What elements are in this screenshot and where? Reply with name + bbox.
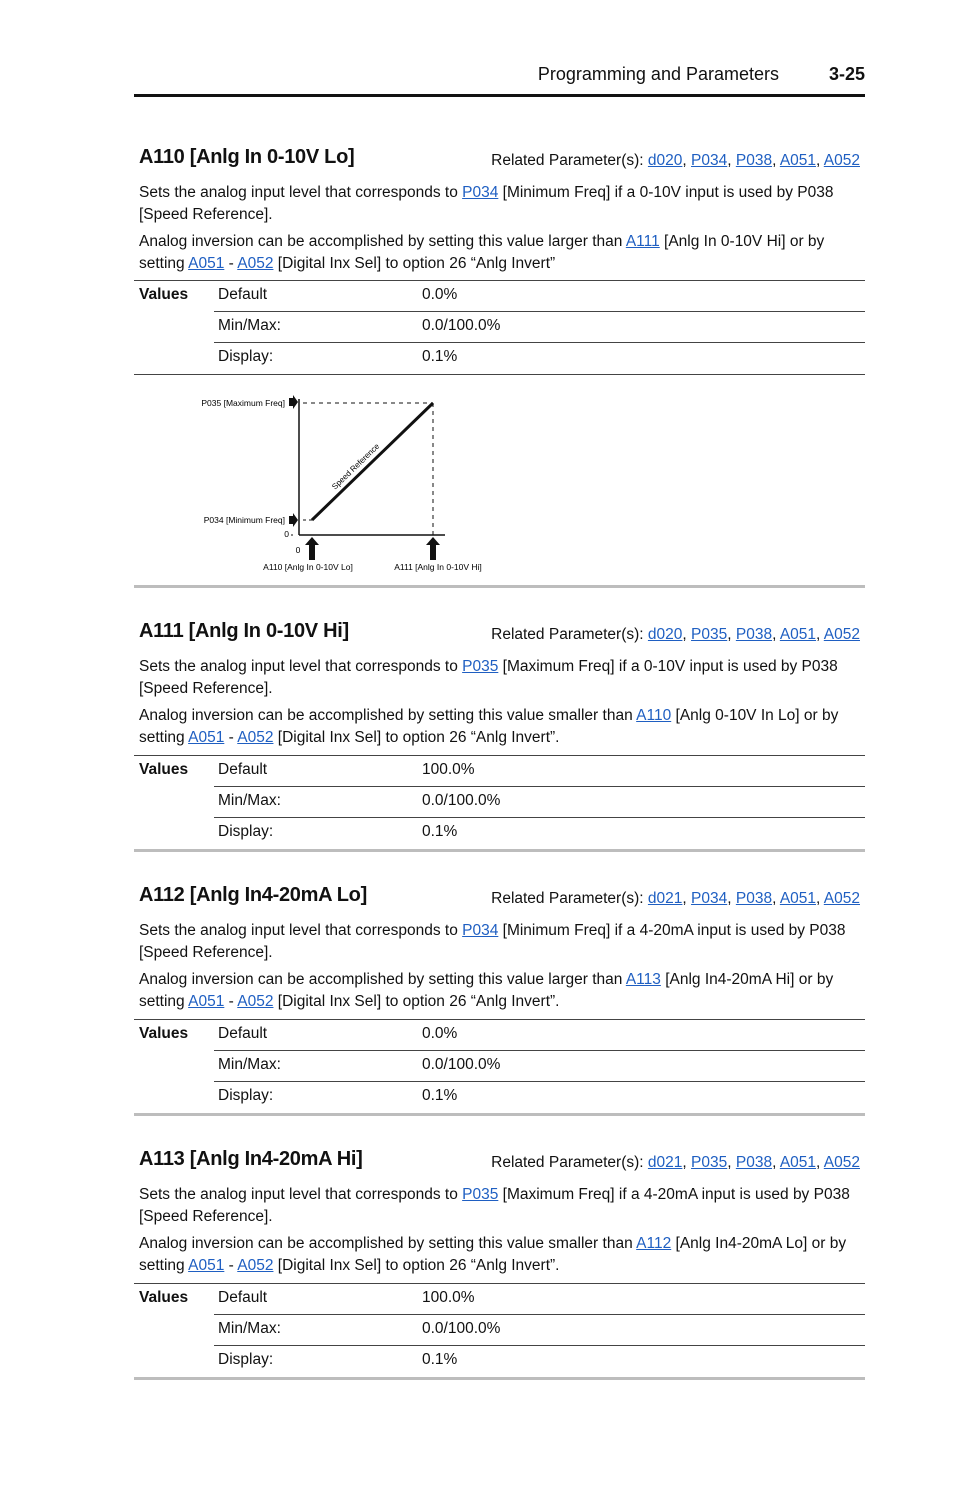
inline-link[interactable]: P034	[462, 922, 499, 939]
related-link[interactable]: d020	[647, 626, 683, 643]
inline-link[interactable]: P035	[462, 1186, 499, 1203]
section-divider	[134, 585, 865, 588]
related-link[interactable]: A052	[823, 626, 860, 643]
section-title: A113 [Anlg In4-20mA Hi]	[139, 1148, 363, 1170]
inversion-paragraph: Analog inversion can be accomplished by setting this value smaller than A110 [Anlg 0-10V In Lo] or by setting A051 - A052 [Digital Inx Sel] to option 26 “Anlg Invert”.	[139, 707, 839, 746]
inline-link[interactable]: A052	[237, 729, 274, 746]
related-link[interactable]: P038	[735, 626, 773, 643]
inline-link[interactable]: A051	[188, 993, 225, 1010]
values-row-display: Display: 0.1%	[218, 1351, 458, 1368]
inversion-paragraph: Analog inversion can be accomplished by setting this value larger than A111 [Anlg In 0-10V Hi] or by setting A051 - A052 [Digital Inx Sel] to option 26 “Anlg Invert”	[139, 233, 825, 272]
min-arrow-icon	[289, 513, 298, 527]
values-label: Values	[139, 286, 189, 303]
header-title: Programming and Parameters	[537, 64, 779, 84]
values-row-display: Display: 0.1%	[218, 823, 458, 840]
related-parameters: Related Parameter(s): d020, P034, P038, A051, A052	[491, 152, 860, 169]
speed-reference-diagram	[175, 385, 505, 580]
values-row-default: Values Default 100.0%	[134, 1284, 865, 1315]
inversion-paragraph: Analog inversion can be accomplished by setting this value larger than A113 [Anlg In4-20mA Hi] or by setting A051 - A052 [Digital Inx Sel] to option 26 “Anlg Invert”.	[139, 971, 834, 1010]
hi-label: A111 [Anlg In 0-10V Hi]	[394, 562, 482, 572]
description-paragraph: Sets the analog input level that corresponds to P034 [Minimum Freq] if a 0-10V input is used by P038 [Speed Reference].	[139, 184, 834, 223]
related-link[interactable]: d020	[647, 152, 683, 169]
inline-link[interactable]: A052	[237, 1257, 274, 1274]
values-row-minmax: Min/Max: 0.0/100.0%	[134, 787, 865, 818]
related-label: Related Parameter(s):	[491, 1154, 644, 1171]
inline-link[interactable]: A052	[237, 993, 274, 1010]
related-link[interactable]: P034	[691, 890, 728, 907]
related-link[interactable]: A051	[779, 890, 817, 907]
related-link[interactable]: P035	[691, 1154, 728, 1171]
related-link[interactable]: P035	[691, 626, 728, 643]
related-link[interactable]: A051	[779, 152, 817, 169]
description-paragraph: Sets the analog input level that corresponds to P035 [Maximum Freq] if a 0-10V input is used by P038 [Speed Reference].	[139, 658, 838, 697]
related-link[interactable]: A051	[779, 1154, 817, 1171]
related-link[interactable]: A051	[779, 626, 817, 643]
related-parameters: Related Parameter(s): d021, P035, P038, A051, A052	[491, 1154, 860, 1171]
section-divider	[134, 849, 865, 852]
inline-link[interactable]: A051	[188, 729, 225, 746]
related-link[interactable]: P038	[735, 1154, 773, 1171]
related-parameters: Related Parameter(s): d021, P034, P038, A051, A052	[491, 890, 860, 907]
page-header	[134, 58, 865, 97]
min-freq-label: P034 [Minimum Freq]	[203, 515, 285, 525]
values-row-display: Display: 0.1%	[218, 1087, 458, 1104]
related-link[interactable]: A052	[823, 152, 860, 169]
description-paragraph: Sets the analog input level that corresponds to P034 [Minimum Freq] if a 4-20mA input is used by P038 [Speed Reference].	[139, 922, 846, 961]
values-label: Values	[139, 761, 189, 778]
values-row-display: Display: 0.1%	[134, 343, 865, 375]
x-zero-label: 0	[295, 545, 301, 555]
values-row-minmax: Min/Max: 0.0/100.0%	[134, 1051, 865, 1082]
values-row-default: Values Default 0.0%	[134, 281, 865, 312]
description-paragraph: Sets the analog input level that corresponds to P035 [Maximum Freq] if a 4-20mA input is used by P038 [Speed Reference].	[139, 1186, 850, 1225]
section-title: A112 [Anlg In4-20mA Lo]	[139, 884, 367, 906]
line-label: Speed Reference	[330, 441, 382, 492]
inline-link[interactable]: A112	[636, 1235, 672, 1252]
speed-reference-line	[312, 403, 433, 520]
lo-label: A110 [Anlg In 0-10V Lo]	[263, 562, 353, 572]
lo-up-arrow-icon	[305, 537, 319, 560]
section-divider	[134, 1377, 865, 1380]
max-arrow-icon	[289, 395, 298, 409]
inline-link[interactable]: A051	[188, 1257, 225, 1274]
related-link[interactable]: P038	[735, 152, 773, 169]
values-table	[134, 1019, 865, 1113]
related-link[interactable]: P034	[691, 152, 728, 169]
inline-link[interactable]: A052	[237, 255, 274, 272]
values-table	[134, 755, 865, 849]
page-number: 3-25	[828, 64, 865, 84]
values-row-minmax: Min/Max: 0.0/100.0%	[134, 312, 865, 343]
inline-link[interactable]: A051	[188, 255, 225, 272]
section-title: A111 [Anlg In 0-10V Hi]	[139, 620, 349, 642]
max-freq-label: P035 [Maximum Freq]	[201, 398, 285, 408]
related-link[interactable]: d021	[647, 890, 683, 907]
inline-link[interactable]: A113	[625, 971, 661, 988]
values-label: Values	[139, 1289, 189, 1306]
related-link[interactable]: d021	[647, 1154, 683, 1171]
inversion-paragraph: Analog inversion can be accomplished by setting this value smaller than A112 [Anlg In4-20mA Lo] or by setting A051 - A052 [Digital Inx Sel] to option 26 “Anlg Invert”.	[139, 1235, 847, 1274]
related-link[interactable]: A052	[823, 890, 860, 907]
values-table	[134, 280, 865, 375]
inline-link[interactable]: P035	[462, 658, 499, 675]
hi-up-arrow-icon	[426, 537, 440, 560]
inline-link[interactable]: A111	[625, 233, 660, 250]
values-row-default: Values Default 100.0%	[134, 756, 865, 787]
values-row-minmax: Min/Max: 0.0/100.0%	[134, 1315, 865, 1346]
y-zero-label: 0	[284, 529, 289, 539]
related-link[interactable]: P038	[735, 890, 773, 907]
related-parameters: Related Parameter(s): d020, P035, P038, A051, A052	[491, 626, 860, 643]
section-divider	[134, 1113, 865, 1116]
values-label: Values	[139, 1025, 189, 1042]
related-link[interactable]: A052	[823, 1154, 860, 1171]
related-label: Related Parameter(s):	[491, 890, 644, 907]
inline-link[interactable]: A110	[636, 707, 672, 724]
values-table	[134, 1283, 865, 1377]
section-title: A110 [Anlg In 0-10V Lo]	[139, 146, 355, 168]
values-row-default: Values Default 0.0%	[134, 1020, 865, 1051]
related-label: Related Parameter(s):	[491, 626, 644, 643]
related-label: Related Parameter(s):	[491, 152, 644, 169]
inline-link[interactable]: P034	[462, 184, 499, 201]
